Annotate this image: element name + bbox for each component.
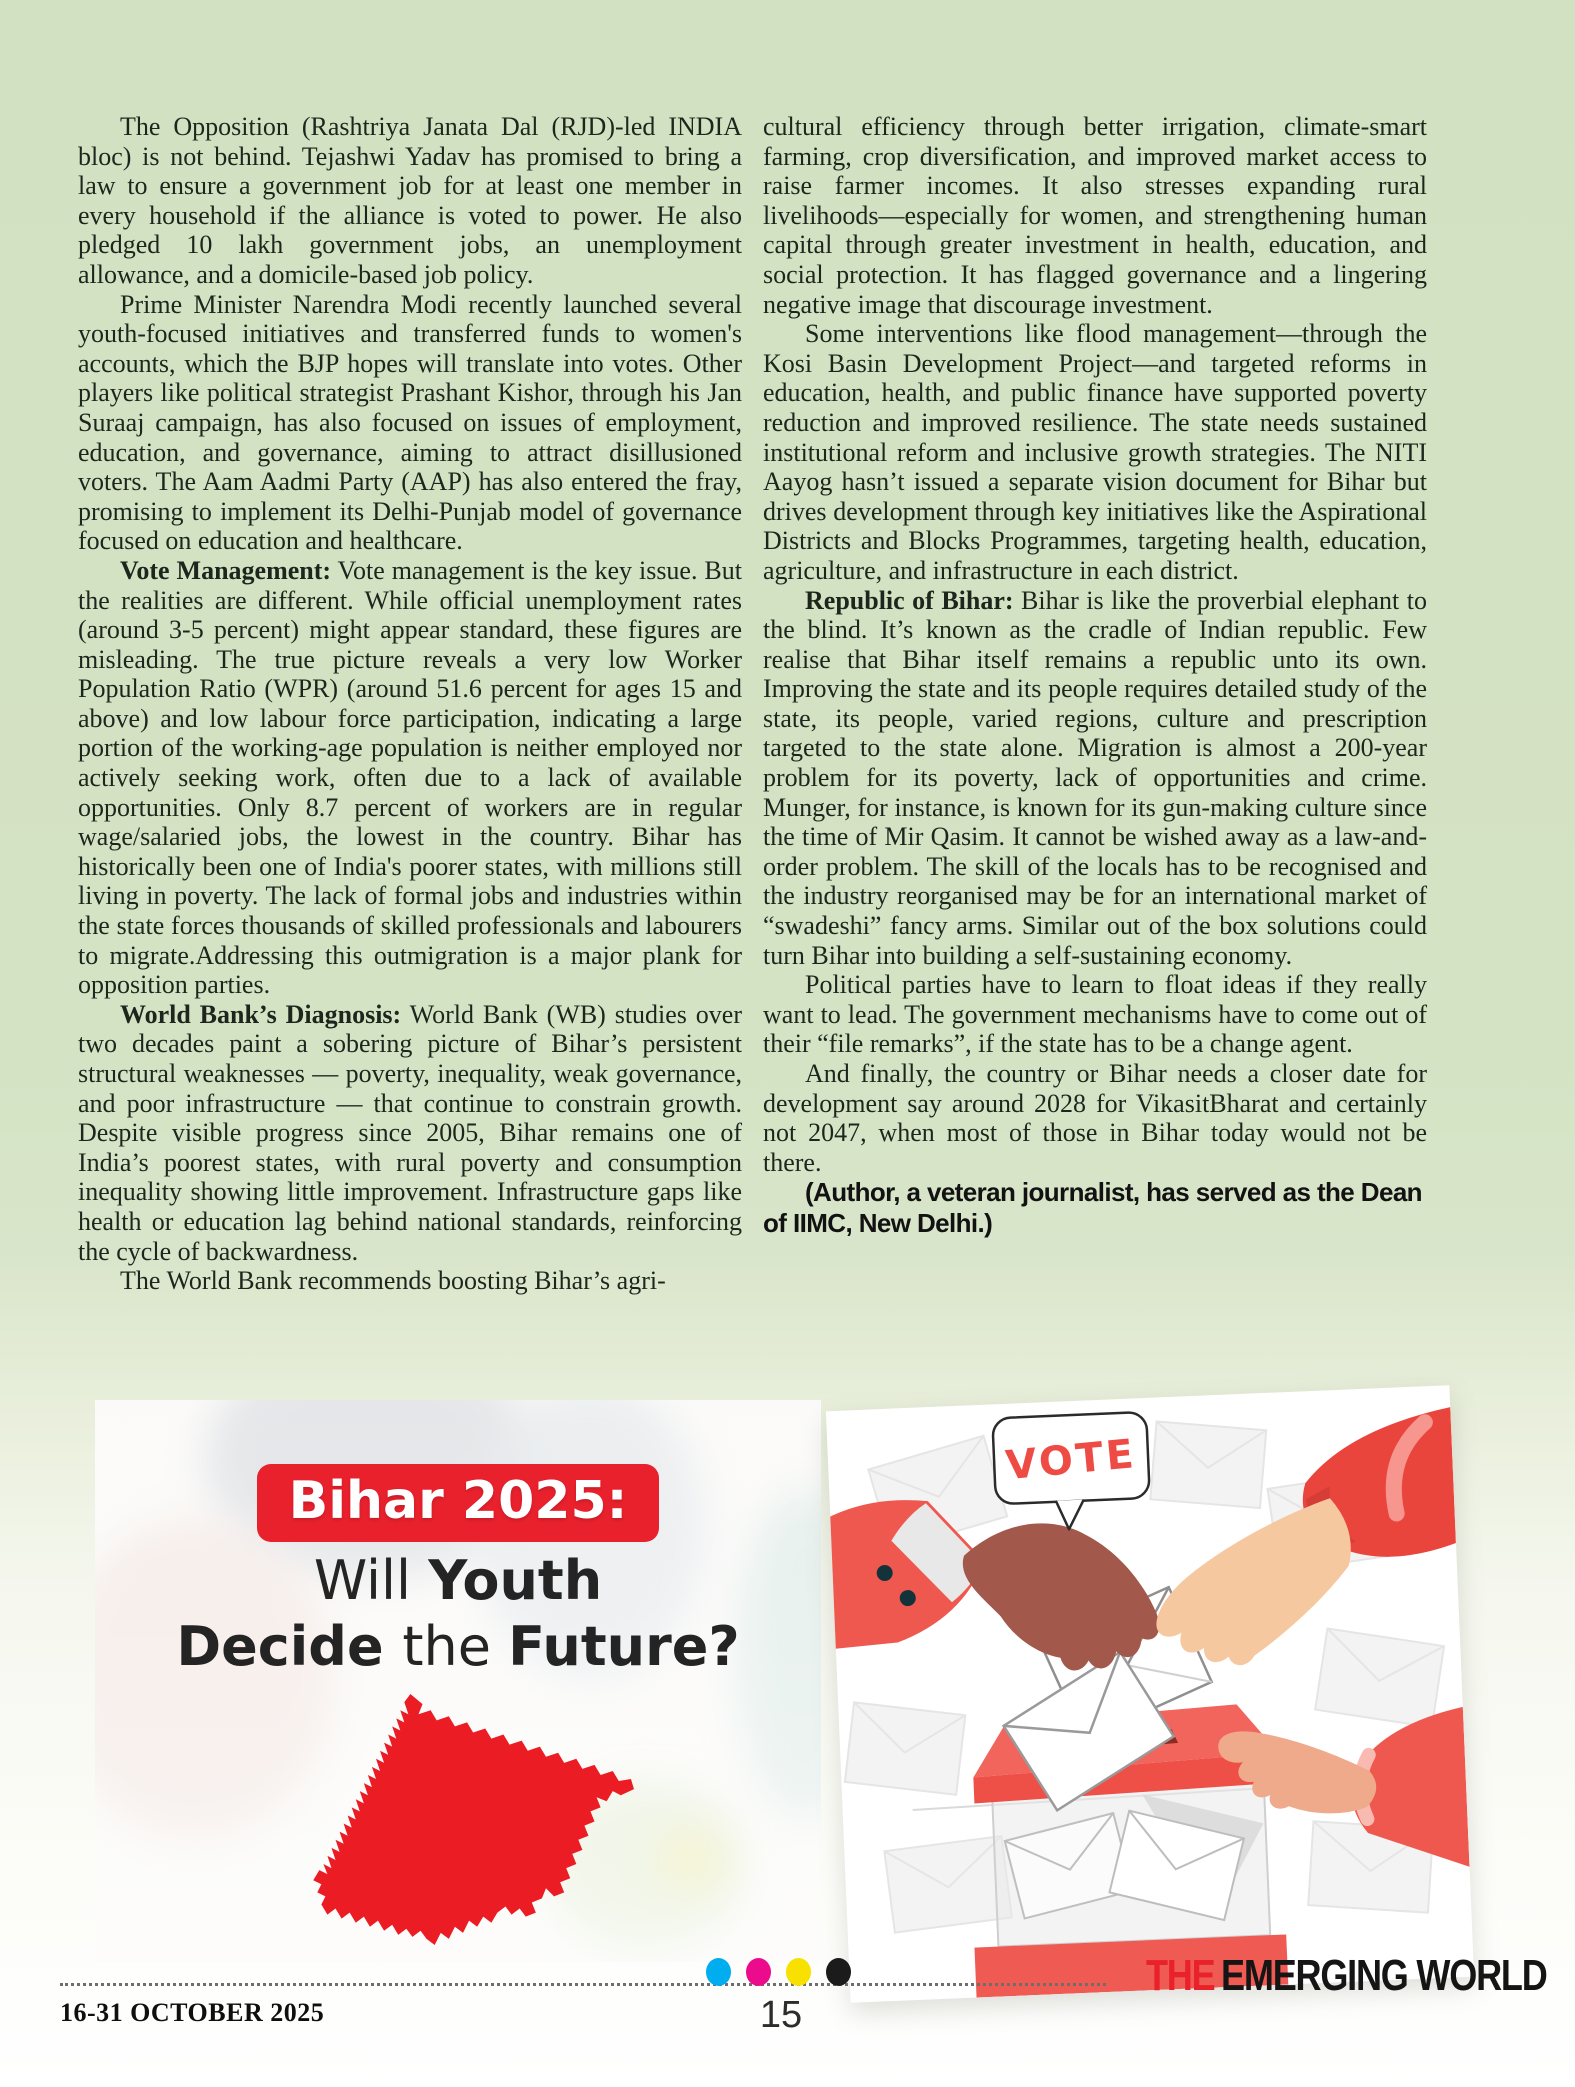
paragraph-text: Bihar is like the proverbial elephant to the blind. It’s known as the cradle of Indian republic. Few realise that Bihar itself remains a republic unto its own. Improving the state and its people requires detailed study of the state, its people, varied regions, culture and prescription targeted to the state alone. Migration is almost a 200-year problem for its poverty, lack of opportunities and crime. Munger, for instance, is known for its gun-making culture since the time of Mir Qasim. It cannot be wished away as a law-and-order problem. The skill of the locals has to be recognised and the industry reorganised may be for an international market of “swadeshi” fancy arms. Similar out of the box solutions could turn Bihar into building a self-sustaining economy.	[763, 585, 1427, 970]
paragraph-text: Prime Minister Narendra Modi recently launched several youth-focused initiatives and transferred funds to women's accounts, which the BJP hopes will translate into votes. Other players like political strategist Prashant Kishor, through his Jan Suraaj campaign, has also focused on issues of employment, education, and governance, aiming to attract disillusioned voters. The Aam Aadmi Party (AAP) has also entered the fray, promising to implement its Delhi-Punjab model of governance focused on education and healthcare.	[78, 289, 742, 556]
bihar-map-icon	[291, 1690, 635, 1948]
paragraph	[763, 112, 1427, 319]
poster-title-line-1	[95, 1549, 821, 1612]
paragraph	[78, 1266, 742, 1296]
yellow-registration-dot-icon	[786, 1958, 811, 1986]
paragraph	[763, 1059, 1427, 1177]
paragraph-lead: Republic of Bihar:	[805, 585, 1014, 615]
ballot-box-body-icon	[992, 1781, 1270, 1946]
author-note: (Author, a veteran journalist, has served as the Dean of IIMC, New Delhi.)	[763, 1177, 1422, 1239]
poster-title-youth: Youth	[428, 1549, 603, 1612]
paragraph-text: The Opposition (Rashtriya Janata Dal (RJD)-led INDIA bloc) is not behind. Tejashwi Yadav has promised to bring a law to ensure a government job for at least one member in every household if the alliance is voted to power. He also pledged 10 lakh government jobs, an unemployment allowance, and a domicile-based job policy.	[78, 112, 742, 289]
paragraph	[78, 112, 742, 290]
vote-illustration-card	[826, 1385, 1474, 2003]
paragraph-lead: World Bank’s Diagnosis:	[120, 999, 402, 1029]
poster-title-decide: Decide	[176, 1615, 403, 1678]
masthead-logo	[1146, 1951, 1547, 2000]
paragraph-text: World Bank (WB) studies over two decades paint a sobering picture of Bihar’s persistent structural weaknesses — poverty, inequality, weak governance, and poor infrastructure — that continue to constrain growth. Despite visible progress since 2005, Bihar remains one of India’s poorest states, with rural poverty and consumption inequality showing little improvement. Infrastructure gaps like health or education lag behind national standards, reinforcing the cycle of backwardness.	[78, 999, 742, 1266]
masthead-the: THE	[1146, 1951, 1215, 2000]
article-column-left	[78, 112, 742, 1296]
paragraph	[763, 970, 1427, 1059]
paragraph	[78, 290, 742, 556]
poster-title-line-2	[95, 1615, 821, 1678]
poster-title-future: Future?	[508, 1615, 740, 1678]
page-number: 15	[759, 1994, 803, 2036]
black-registration-dot-icon	[826, 1958, 851, 1986]
vote-speech-bubble-icon	[992, 1412, 1151, 1532]
magenta-registration-dot-icon	[746, 1958, 771, 1986]
paragraph-text: The World Bank recommends boosting Bihar’s agri-	[120, 1266, 666, 1296]
poster-banner: Bihar 2025:	[257, 1464, 660, 1542]
paragraph	[763, 319, 1427, 585]
masthead-rest: EMERGING WORLD	[1221, 1951, 1547, 2000]
bihar-2025-poster	[95, 1400, 821, 1962]
cyan-registration-dot-icon	[706, 1958, 731, 1986]
paragraph-text: Political parties have to learn to float ideas if they really want to lead. The government mechanisms have to come out of their “file remarks”, if the state has to be a change agent.	[763, 970, 1427, 1059]
paragraph	[78, 556, 742, 1000]
paragraph-text: Vote management is the key issue. But the realities are different. While official unemployment rates (around 3-5 percent) might appear standard, these figures are misleading. The true picture reveals a very low Worker Population Ratio (WPR) (around 51.6 percent for ages 15 and above) and low labour force participation, indicating a large portion of the working-age population is neither employed nor actively seeking work, often due to a lack of available opportunities. Only 8.7 percent of workers are in regular wage/salaried jobs, the lowest in the country. Bihar has historically been one of India's poorer states, with millions still living in poverty. The lack of formal jobs and industries within the state forces thousands of skilled professionals and labourers to migrate.Addressing this outmigration is a major plank for opposition parties.	[78, 555, 742, 1000]
footer-dotted-rule	[60, 1983, 1106, 1986]
paragraph	[763, 586, 1427, 971]
paragraph-text: cultural efficiency through better irrigation, climate-smart farming, crop diversification, and improved market access to raise farmer incomes. It also stresses expanding rural livelihoods—especially for women, and strengthening human capital through greater investment in health, education, and social protection. It has flagged governance and a lingering negative image that discourage investment.	[763, 112, 1427, 319]
paragraph-text: And finally, the country or Bihar needs a closer date for development say around 2028 for VikasitBharat and certainly not 2047, when most of those in Bihar today would not be there.	[763, 1059, 1427, 1177]
vote-label: VOTE	[1003, 1431, 1139, 1490]
poster-title-the: the	[402, 1615, 509, 1678]
article-column-right	[763, 112, 1427, 1239]
ballot-scene	[826, 1385, 1474, 2003]
issue-date: 16-31 OCTOBER 2025	[60, 1998, 325, 2027]
poster-title-will: Will	[313, 1549, 429, 1612]
poster-banner-row	[95, 1464, 821, 1542]
paragraph	[78, 1000, 742, 1266]
paragraph-text: Some interventions like flood management—through the Kosi Basin Development Project—and targeted reforms in education, health, and public finance have supported poverty reduction and improved resilience. The state needs sustained institutional reform and inclusive growth strategies. The NITI Aayog hasn’t issued a separate vision document for Bihar but drives development through key initiatives like the Aspirational Districts and Blocks Programmes, targeting health, education, agriculture, and infrastructure in each district.	[763, 319, 1427, 585]
paragraph-lead: Vote Management:	[120, 555, 332, 585]
